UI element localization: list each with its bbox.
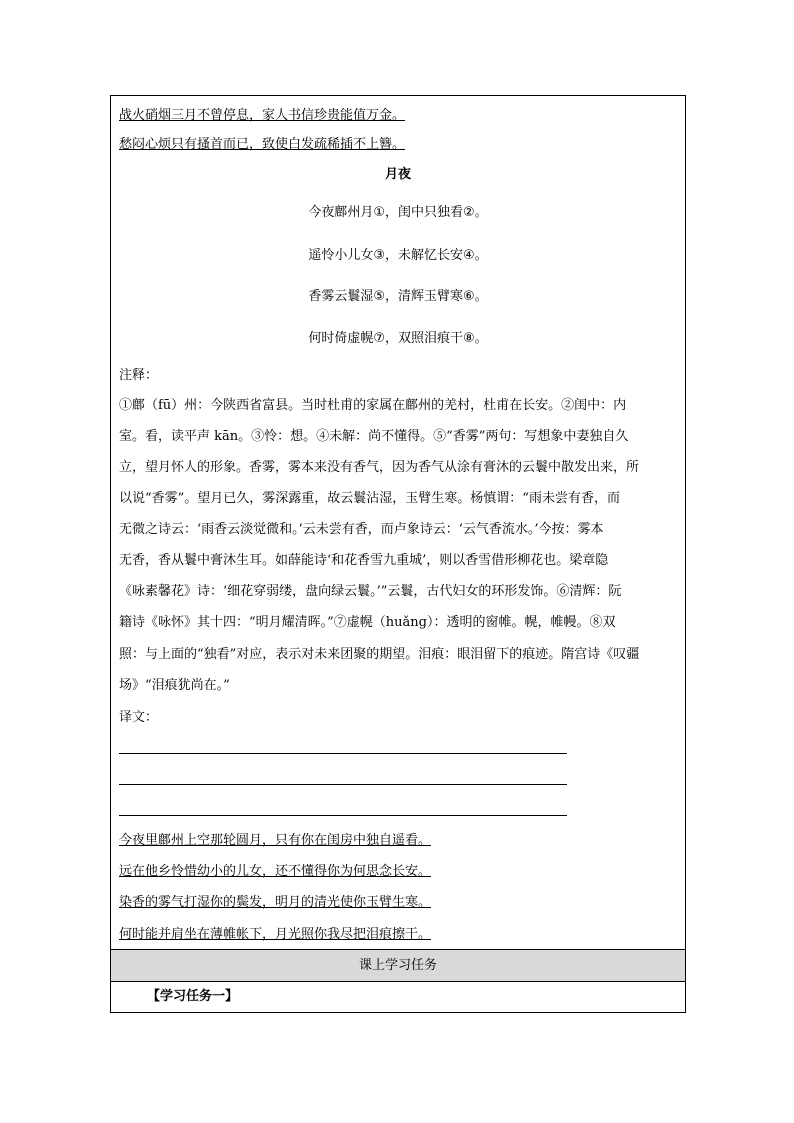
note-line: 场》“泪痕犹尚在。” bbox=[119, 678, 230, 693]
intro-translation-line: 战火硝烟三月不曾停息，家人书信珍贵能值万金。 bbox=[119, 108, 406, 123]
note-line: 立，望月怀人的形象。香雾，雾本来没有香气，因为香气从涂有膏沐的云鬟中散发出来，所 bbox=[119, 460, 640, 475]
translation-line: 何时能并肩坐在薄帷帐下，月光照你我尽把泪痕擦干。 bbox=[119, 927, 432, 942]
section-header-bar bbox=[111, 949, 685, 982]
translation-line: 染香的雾气打湿你的鬓发，明月的清光使你玉臂生寒。 bbox=[119, 895, 432, 910]
note-line: 无香，香从鬟中膏沐生耳。如薛能诗‘和花香雪九重城’，则以香雪借形柳花也。梁章隐 bbox=[119, 553, 609, 568]
answer-blank-line[interactable] bbox=[119, 815, 567, 816]
poem-line: 香雾云鬟湿⑤，清辉玉臂寒⑥。 bbox=[308, 289, 488, 304]
task-label: 【学习任务一】 bbox=[147, 989, 239, 1004]
note-line: 籍诗《咏怀》其十四：“明月耀清晖。”⑦虚幌（huǎng）：透明的窗帷。幌，帷幔。⑧双 bbox=[119, 615, 616, 630]
document-frame bbox=[110, 95, 686, 1013]
note-line: 无微之诗云：‘雨香云淡觉微和。’云未尝有香，而卢象诗云：‘云气香流水。’今按：雾本 bbox=[119, 522, 604, 537]
notes-label: 注释： bbox=[119, 368, 159, 383]
translation-label: 译文： bbox=[119, 710, 159, 725]
note-line: 室。看，读平声 kān。③怜：想。④未解：尚不懂得。⑤“香雾”两句：写想象中妻独自久 bbox=[119, 429, 629, 444]
translation-line: 远在他乡怜惜幼小的儿女，还不懂得你为何思念长安。 bbox=[119, 864, 432, 879]
answer-blank-line[interactable] bbox=[119, 784, 567, 785]
intro-translation-line: 愁闷心烦只有搔首而已，致使白发疏稀插不上簪。 bbox=[119, 137, 406, 152]
note-line: 照：与上面的“独看”对应，表示对未来团聚的期望。泪痕：眼泪留下的痕迹。隋宫诗《叹疆 bbox=[119, 647, 640, 662]
note-line: 以说“香雾”。望月已久，雾深露重，故云鬟沾湿，玉臂生寒。杨慎谓：“雨未尝有香，而 bbox=[119, 491, 620, 506]
poem-title: 月夜 bbox=[384, 167, 411, 182]
poem-line: 何时倚虚幌⑦，双照泪痕干⑧。 bbox=[308, 331, 488, 346]
translation-line: 今夜里鄜州上空那轮圆月，只有你在闺房中独自遥看。 bbox=[119, 833, 432, 848]
answer-blank-line[interactable] bbox=[119, 753, 567, 754]
poem-line: 遥怜小儿女③，未解忆长安④。 bbox=[308, 248, 488, 263]
note-line: 《咏素馨花》诗：‘细花穿弱缕，盘向绿云鬟。’”云鬟，古代妇女的环形发饰。⑥清辉：阮 bbox=[119, 584, 622, 599]
poem-line: 今夜鄜州月①，闺中只独看②。 bbox=[308, 205, 488, 220]
note-line: ①鄜（fū）州：今陕西省富县。当时杜甫的家属在鄜州的羌村，杜甫在长安。②闺中：内 bbox=[119, 398, 627, 413]
section-header-title: 课上学习任务 bbox=[358, 958, 437, 973]
